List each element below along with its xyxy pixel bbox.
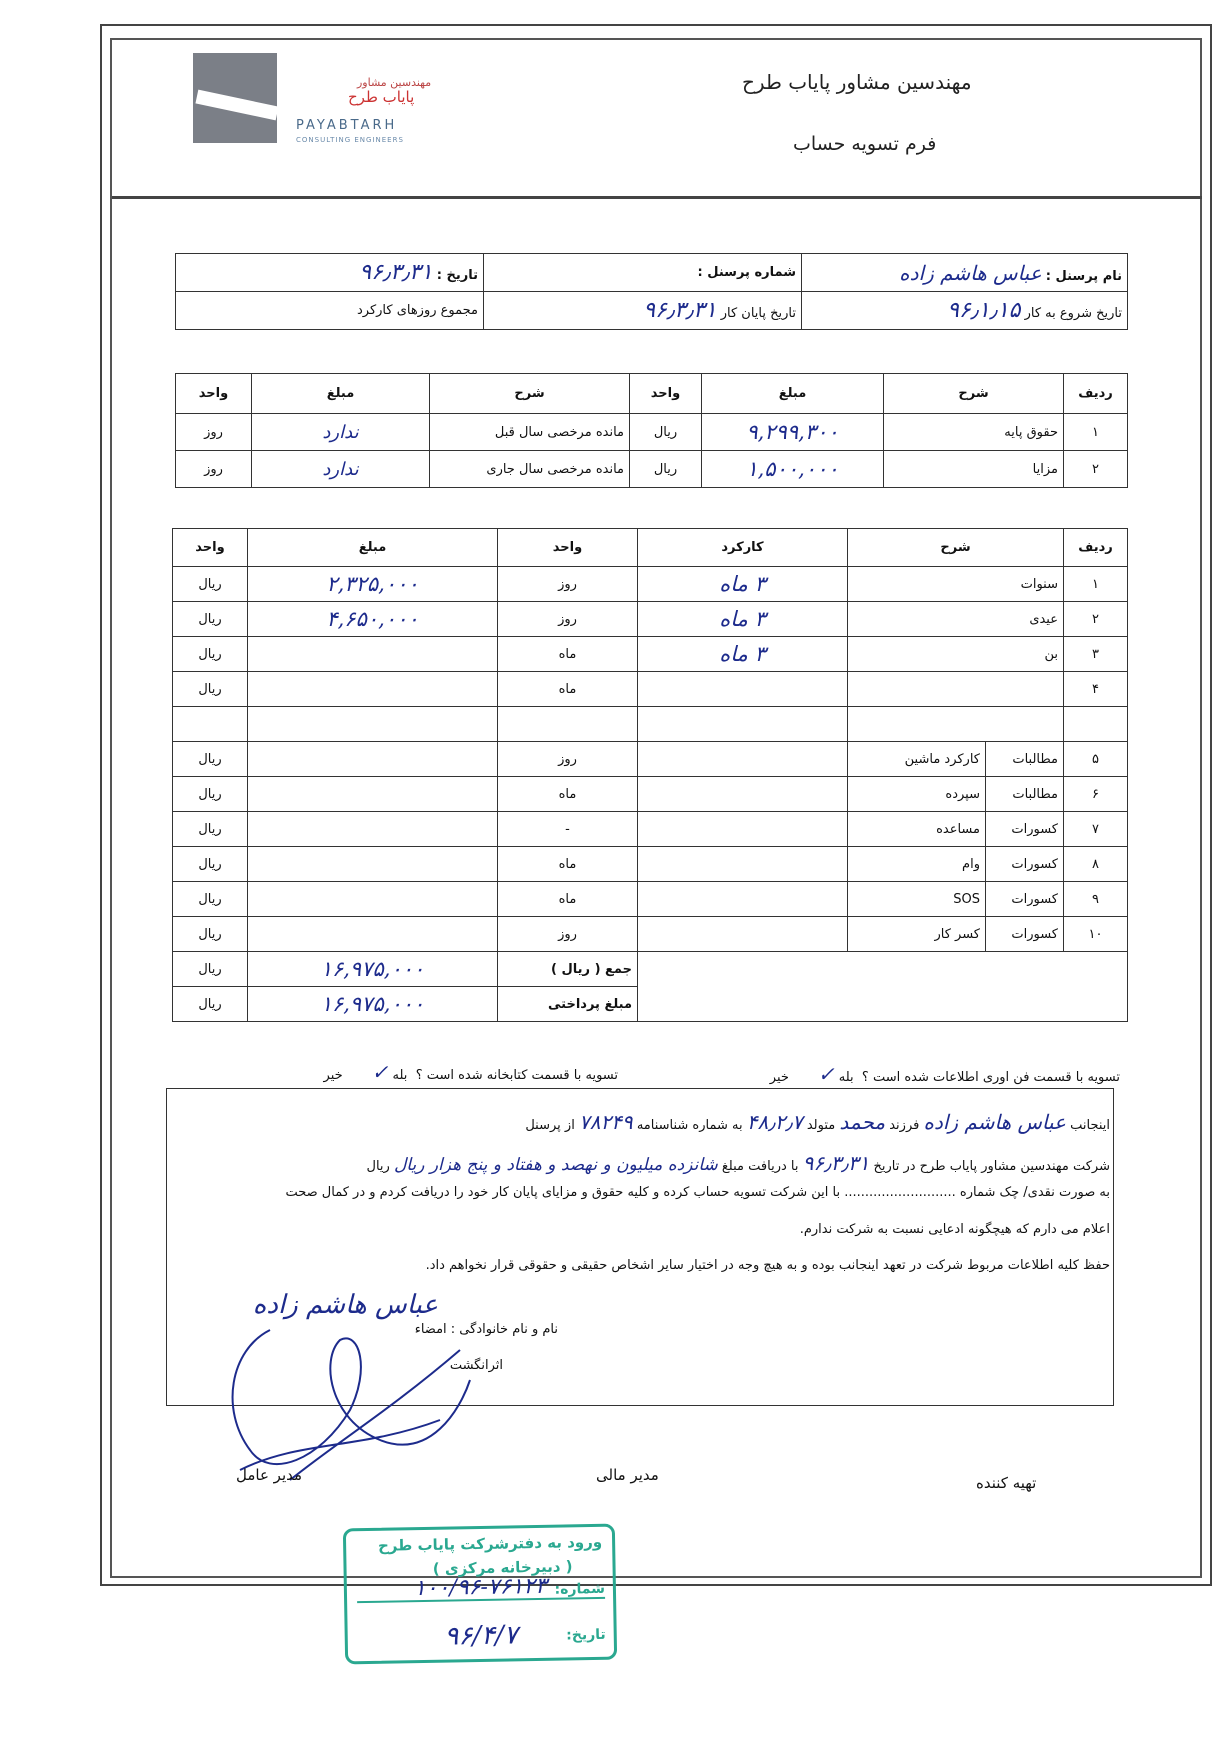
- table-row: [173, 882, 1128, 917]
- row-amount: [248, 777, 498, 812]
- row-desc: عیدی: [848, 602, 1064, 637]
- row-work: [638, 672, 848, 707]
- row-desc: حقوق پایه: [884, 414, 1064, 451]
- row-unit: -: [498, 812, 638, 847]
- row-amount: [248, 812, 498, 847]
- row-cat: کسورات: [986, 812, 1064, 847]
- table-row: [176, 451, 1128, 488]
- t2-header: کارکرد: [638, 529, 848, 567]
- row-no: ۴: [1064, 672, 1128, 707]
- stamp-date-value: ۹۶/۴/۷: [444, 1620, 518, 1652]
- row-amount2: ندارد: [252, 451, 430, 488]
- row-amount: ۹,۲۹۹,۳۰۰: [702, 414, 884, 451]
- t1-header: شرح: [884, 374, 1064, 414]
- row-desc: بن: [848, 637, 1064, 672]
- pay-label: مبلغ پرداختی: [498, 987, 638, 1022]
- row-work: ۳ ماه: [638, 567, 848, 602]
- info-table: [175, 253, 1128, 330]
- decl-text: ریال: [366, 1159, 390, 1174]
- t2-header: شرح: [848, 529, 1064, 567]
- row-desc: [848, 707, 1064, 742]
- sum-value: ۱۶,۹۷۵,۰۰۰: [248, 952, 498, 987]
- table-row: [173, 742, 1128, 777]
- row-desc: مساعده: [848, 812, 986, 847]
- row-unit2: روز: [176, 451, 252, 488]
- row-amount: ۲,۳۲۵,۰۰۰: [248, 567, 498, 602]
- row-no: ۸: [1064, 847, 1128, 882]
- table-row: [176, 414, 1128, 451]
- start-value: ۹۶٫۱٫۱۵: [947, 298, 1021, 323]
- row-amount: [248, 742, 498, 777]
- stamp-num-value: ۱۰۰/۹۶-۷۶۱۲۳: [413, 1573, 548, 1602]
- row-amount: [248, 882, 498, 917]
- info-end-cell: [484, 292, 802, 330]
- t1-header: واحد: [176, 374, 252, 414]
- t1-header: ردیف: [1064, 374, 1128, 414]
- t2-header: مبلغ: [248, 529, 498, 567]
- pay-row: [173, 987, 1128, 1022]
- t1-header: واحد: [630, 374, 702, 414]
- t2-header: واحد: [173, 529, 248, 567]
- decl-text: متولد: [806, 1118, 836, 1133]
- row-amount: ۴,۶۵۰,۰۰۰: [248, 602, 498, 637]
- row-work: [638, 917, 848, 952]
- lib-check-icon: ✓: [371, 1060, 389, 1084]
- row-unit: ماه: [498, 672, 638, 707]
- row-desc: سنوات: [848, 567, 1064, 602]
- tech-question: [770, 1062, 1120, 1086]
- stamp-line2: ( دبیرخانه مرکزی ): [432, 1557, 573, 1578]
- row-desc: سپرده: [848, 777, 986, 812]
- stamp-date-label: تاریخ:: [566, 1626, 606, 1644]
- table-row: [173, 847, 1128, 882]
- row-cat: کسورات: [986, 882, 1064, 917]
- row-cur: ریال: [173, 637, 248, 672]
- row-cat: کسورات: [986, 917, 1064, 952]
- row-amount: [248, 917, 498, 952]
- row-unit: ماه: [498, 637, 638, 672]
- pay-empty: [638, 987, 1128, 1022]
- row-desc: کسر کار: [848, 917, 986, 952]
- row-no: ۶: [1064, 777, 1128, 812]
- row-unit: ماه: [498, 847, 638, 882]
- row-work: [638, 777, 848, 812]
- info-personnel-cell: [484, 254, 802, 292]
- lib-question-text: تسویه با قسمت کتابخانه شده است ؟: [415, 1068, 618, 1083]
- logo-fa-small: مهندسین مشاور: [357, 76, 432, 89]
- stamp-num-label: شماره:: [554, 1580, 606, 1598]
- stamp-line1: ورود به دفترشرکت پایاب طرح: [377, 1532, 603, 1555]
- sign-name: عباس هاشم زاده: [252, 1290, 438, 1320]
- end-value: ۹۶٫۳٫۳۱: [643, 298, 717, 323]
- row-work: ۳ ماه: [638, 602, 848, 637]
- table-row: [173, 602, 1128, 637]
- start-label: تاریخ شروع به کار: [1024, 306, 1122, 321]
- row-no: ۱: [1064, 414, 1128, 451]
- row-cur: ریال: [173, 567, 248, 602]
- header-divider: [112, 196, 1202, 199]
- decl-line1: [525, 1110, 1110, 1134]
- sum-row: [173, 952, 1128, 987]
- row-cur: ریال: [173, 917, 248, 952]
- preparer-label: تهیه کننده: [976, 1474, 1037, 1492]
- decl-line4: اعلام می دارم که هیچگونه ادعایی نسبت به شرکت ندارم.: [799, 1222, 1110, 1237]
- row-unit: ماه: [498, 777, 638, 812]
- info-date-cell: [176, 254, 484, 292]
- t2-header: ردیف: [1064, 529, 1128, 567]
- row-desc: [848, 672, 1064, 707]
- row-cur: ریال: [173, 882, 248, 917]
- row-unit2: روز: [176, 414, 252, 451]
- info-name-cell: [802, 254, 1128, 292]
- row-work: [638, 707, 848, 742]
- info-total-cell: [176, 292, 484, 330]
- table-row: [173, 812, 1128, 847]
- row-no: ۵: [1064, 742, 1128, 777]
- row-no: ۳: [1064, 637, 1128, 672]
- decl-text: فرزند: [889, 1118, 920, 1133]
- row-no: ۲: [1064, 451, 1128, 488]
- row-no: ۷: [1064, 812, 1128, 847]
- row-cur: ریال: [173, 602, 248, 637]
- row-desc: مزایا: [884, 451, 1064, 488]
- decl-name: عباس هاشم زاده: [923, 1110, 1066, 1134]
- ceo-label: مدیر عامل: [236, 1466, 303, 1484]
- name-value: عباس هاشم زاده: [899, 260, 1042, 285]
- row-work: [638, 812, 848, 847]
- lib-question: [324, 1060, 618, 1084]
- info-start-cell: [802, 292, 1128, 330]
- decl-text: از پرسنل: [525, 1118, 575, 1133]
- decl-line3: به صورت نقدی/ چک شماره ........................... با این شرکت تسویه حساب کرده و کلیه حقوق و مزایای پایان کار خود را دریافت کردم و در کمال صحت: [285, 1185, 1110, 1200]
- end-label: تاریخ پایان کار: [720, 306, 796, 321]
- row-amount: [248, 847, 498, 882]
- lib-yes: بله: [392, 1068, 408, 1083]
- pay-cur: ریال: [173, 987, 248, 1022]
- table-row: [173, 637, 1128, 672]
- row-unit: ماه: [498, 882, 638, 917]
- row-amount: [248, 672, 498, 707]
- salary-table: [175, 373, 1128, 488]
- table-row: [173, 777, 1128, 812]
- row-work: [638, 742, 848, 777]
- entry-stamp: [343, 1524, 617, 1665]
- row-cat: مطالبات: [986, 742, 1064, 777]
- row-cur: ریال: [173, 672, 248, 707]
- row-unit: ریال: [630, 414, 702, 451]
- row-unit: [498, 707, 638, 742]
- tech-yes: بله: [838, 1070, 854, 1085]
- decl-id-no: ۷۸۲۴۹: [578, 1110, 633, 1134]
- t1-header: مبلغ: [252, 374, 430, 414]
- row-desc2: مانده مرخصی سال جاری: [430, 451, 630, 488]
- logo-en: PAYABTARH: [296, 118, 398, 133]
- sign-label: نام و نام خانوادگی : امضاء: [414, 1322, 558, 1337]
- table-row: [173, 707, 1128, 742]
- decl-text: به شماره شناسنامه: [636, 1118, 743, 1133]
- signature-drawing: [210, 1290, 510, 1490]
- row-no: [1064, 707, 1128, 742]
- decl-line2: [367, 1151, 1111, 1175]
- table-row: [173, 567, 1128, 602]
- decl-date: ۹۶٫۳٫۳۱: [802, 1151, 870, 1175]
- sum-empty: [638, 952, 1128, 987]
- row-unit: روز: [498, 567, 638, 602]
- t1-header: شرح: [430, 374, 630, 414]
- date-label: تاریخ :: [436, 268, 478, 283]
- decl-text: با دریافت مبلغ: [721, 1159, 799, 1174]
- row-cat: مطالبات: [986, 777, 1064, 812]
- company-title: مهندسین مشاور پایاب طرح: [742, 70, 972, 94]
- row-unit: روز: [498, 917, 638, 952]
- pay-value: ۱۶,۹۷۵,۰۰۰: [248, 987, 498, 1022]
- table-row: [173, 917, 1128, 952]
- total-days-label: مجموع روزهای کارکرد: [356, 303, 478, 318]
- row-desc: وام: [848, 847, 986, 882]
- logo-en-sub: CONSULTING ENGINEERS: [296, 136, 404, 144]
- name-label: نام پرسنل :: [1045, 268, 1122, 284]
- tech-no: خیر: [769, 1070, 789, 1085]
- row-amount: [248, 707, 498, 742]
- row-no: ۱۰: [1064, 917, 1128, 952]
- decl-birth: ۴۸٫۲٫۷: [746, 1110, 803, 1134]
- decl-line5: حفظ کلیه اطلاعات مربوط شرکت در تعهد اینجانب بوده و به هیچ وجه در اختیار سایر اشخاص حقیقی و حقوقی قرار نخواهم داد.: [425, 1258, 1110, 1273]
- row-work: [638, 847, 848, 882]
- row-cur: [173, 707, 248, 742]
- decl-text: اینجانب: [1070, 1118, 1110, 1133]
- row-no: ۱: [1064, 567, 1128, 602]
- finger-label: اثرانگشت: [449, 1358, 503, 1373]
- form-title: فرم تسویه حساب: [793, 133, 937, 155]
- table-row: [173, 672, 1128, 707]
- settlement-table: [172, 528, 1128, 1022]
- tech-question-text: تسویه با قسمت فن اوری اطلاعات شده است ؟: [861, 1070, 1120, 1085]
- row-unit: روز: [498, 742, 638, 777]
- decl-father: محمد: [839, 1110, 886, 1134]
- sum-label: جمع ( ریال ): [498, 952, 638, 987]
- t2-header: واحد: [498, 529, 638, 567]
- decl-amount-words: شانزده میلیون و نهصد و هفتاد و پنج هزار ریال: [393, 1155, 718, 1175]
- row-amount: ۱,۵۰۰,۰۰۰: [702, 451, 884, 488]
- row-work: [638, 882, 848, 917]
- row-cat: کسورات: [986, 847, 1064, 882]
- row-unit: ریال: [630, 451, 702, 488]
- row-no: ۲: [1064, 602, 1128, 637]
- row-cur: ریال: [173, 777, 248, 812]
- row-cur: ریال: [173, 847, 248, 882]
- row-desc2: مانده مرخصی سال قبل: [430, 414, 630, 451]
- lib-no: خیر: [323, 1068, 343, 1083]
- row-desc: SOS: [848, 882, 986, 917]
- date-value: ۹۶٫۳٫۳۱: [359, 260, 433, 285]
- decl-text: شرکت مهندسین مشاور پایاب طرح در تاریخ: [873, 1159, 1110, 1174]
- row-unit: روز: [498, 602, 638, 637]
- row-cur: ریال: [173, 742, 248, 777]
- row-work: ۳ ماه: [638, 637, 848, 672]
- row-desc: کارکرد ماشین: [848, 742, 986, 777]
- row-cur: ریال: [173, 812, 248, 847]
- t1-header: مبلغ: [702, 374, 884, 414]
- tech-check-icon: ✓: [817, 1062, 835, 1086]
- personnel-no-label: شماره پرسنل :: [697, 265, 796, 280]
- row-amount: [248, 637, 498, 672]
- logo-fa-name: پایاب طرح: [348, 88, 415, 106]
- row-no: ۹: [1064, 882, 1128, 917]
- finance-label: مدیر مالی: [596, 1466, 659, 1484]
- sum-cur: ریال: [173, 952, 248, 987]
- row-amount2: ندارد: [252, 414, 430, 451]
